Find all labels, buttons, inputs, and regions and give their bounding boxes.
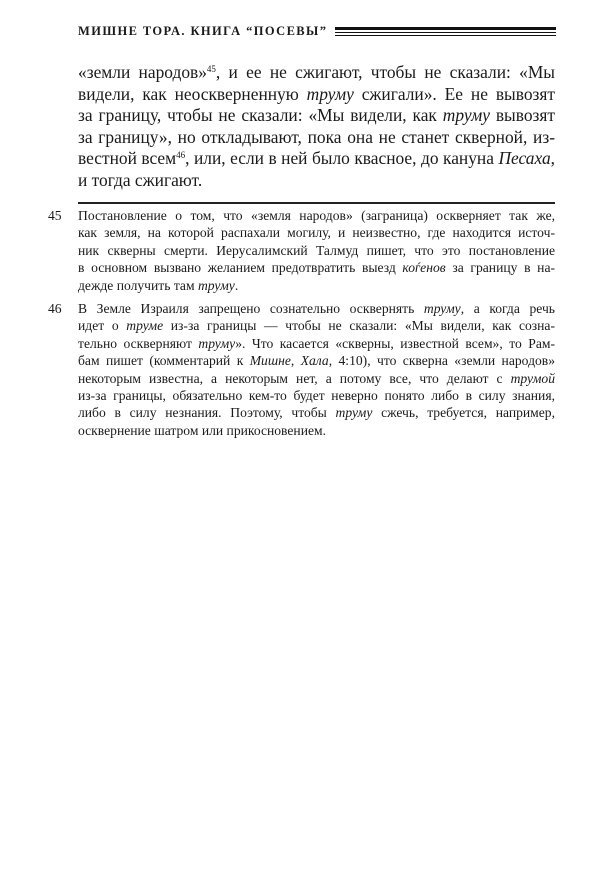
footnotes	[48, 207, 555, 445]
footnote-number: 45	[48, 208, 62, 223]
italic-term: труму	[198, 335, 236, 351]
text-segment: как земля, на которой распахали могилу, и неизвестно, где находится источ-	[78, 225, 555, 241]
text-line	[78, 335, 555, 352]
text-line	[78, 224, 555, 241]
text-segment: В Земле Израиля запрещено сознательно осквернять	[78, 300, 424, 316]
text-segment: , а когда речь	[460, 300, 555, 316]
text-segment: ,	[550, 148, 555, 169]
text-line	[78, 170, 555, 192]
text-line	[78, 207, 555, 224]
text-segment: за границу в на-	[445, 260, 555, 276]
main-text	[78, 62, 555, 192]
footnote-body	[78, 300, 555, 439]
footnote	[48, 207, 555, 294]
text-line	[78, 127, 555, 149]
footnote-ref: 46	[176, 150, 186, 161]
text-segment: некоторым известна, а некоторым нет, а потому все, что делают с	[78, 370, 511, 386]
italic-term: труму	[335, 405, 373, 421]
italic-term: коѓенов	[402, 260, 446, 276]
text-segment: идет о	[78, 318, 127, 334]
footnote	[48, 300, 555, 439]
footnote-divider	[78, 202, 555, 204]
text-line	[78, 62, 555, 84]
text-segment: ник скверны смерти. Иерусалимский Талмуд пишет, что это постановление	[78, 242, 555, 258]
text-line	[78, 84, 555, 106]
italic-term: Песаха	[498, 148, 551, 169]
text-segment: Постановление о том, что «земля народов» (заграница) оскверняет так же,	[78, 208, 555, 223]
footnote-body	[78, 207, 555, 294]
text-segment: тельно оскверняют	[78, 335, 199, 351]
italic-term: Мишне	[249, 353, 291, 369]
italic-term: труму	[423, 300, 461, 316]
text-segment: ,	[290, 353, 301, 369]
text-segment: из-за границы, обязательно кем-то будет неверно понято либо в силу знания,	[78, 387, 555, 403]
text-segment: в основном вызвано желанием предотвратить выезд	[78, 260, 403, 276]
running-header-title: МИШНЕ ТОРА. КНИГА “ПОСЕВЫ”	[78, 23, 328, 38]
header-rule	[335, 27, 556, 36]
text-segment: сжигали». Ее не вывозят	[353, 83, 555, 104]
text-segment: за границу, чтобы не сказали: «Мы видели, как	[78, 105, 443, 126]
italic-term: труму	[442, 105, 490, 126]
text-segment: и тогда сжигают.	[78, 169, 203, 190]
text-segment: «земли народов»	[78, 62, 207, 82]
footnote-ref: 45	[206, 64, 216, 74]
text-segment: ». Что касается «скверны, известной всем», то Рам-	[235, 335, 555, 351]
text-segment: вывозят	[489, 105, 555, 126]
italic-term: Хала	[300, 353, 329, 369]
text-segment: .	[234, 277, 239, 293]
italic-term: труму	[306, 83, 354, 104]
text-line	[78, 148, 555, 170]
running-header	[78, 22, 556, 40]
text-segment: либо в силу незнания. Поэтому, чтобы	[78, 405, 336, 421]
text-line	[78, 370, 555, 387]
text-segment: сжечь, требуется, например,	[372, 405, 555, 421]
text-line	[78, 404, 555, 421]
text-line	[78, 422, 555, 439]
text-line	[78, 300, 555, 317]
text-line	[78, 259, 555, 276]
text-segment: вестной всем	[78, 148, 177, 169]
text-line	[78, 105, 555, 127]
text-line	[78, 387, 555, 404]
text-line	[78, 277, 555, 294]
text-line	[78, 352, 555, 369]
text-line	[78, 242, 555, 259]
text-segment: за границу», но откладывают, пока она не станет скверной, из-	[78, 126, 555, 147]
text-segment: , 4:10), что скверна «земли народов»	[328, 353, 555, 369]
text-segment: дежде получить там	[78, 277, 198, 293]
text-segment: видели, как неоскверненную	[78, 83, 307, 104]
text-segment: , и ее не сжигают, чтобы не сказали: «Мы	[215, 62, 555, 82]
text-segment: осквернение шатром или прикосновением.	[78, 422, 327, 438]
italic-term: трумой	[510, 370, 555, 386]
footnote-number: 46	[48, 300, 62, 316]
italic-term: труму	[197, 277, 235, 293]
text-segment: , или, если в ней было квасное, до кануна	[185, 148, 499, 169]
italic-term: труме	[126, 318, 164, 334]
text-segment: бам пишет (комментарий к	[78, 353, 250, 369]
text-line	[78, 317, 555, 334]
text-segment: из-за границы — чтобы не сказали: «Мы видели, как созна-	[163, 318, 555, 334]
